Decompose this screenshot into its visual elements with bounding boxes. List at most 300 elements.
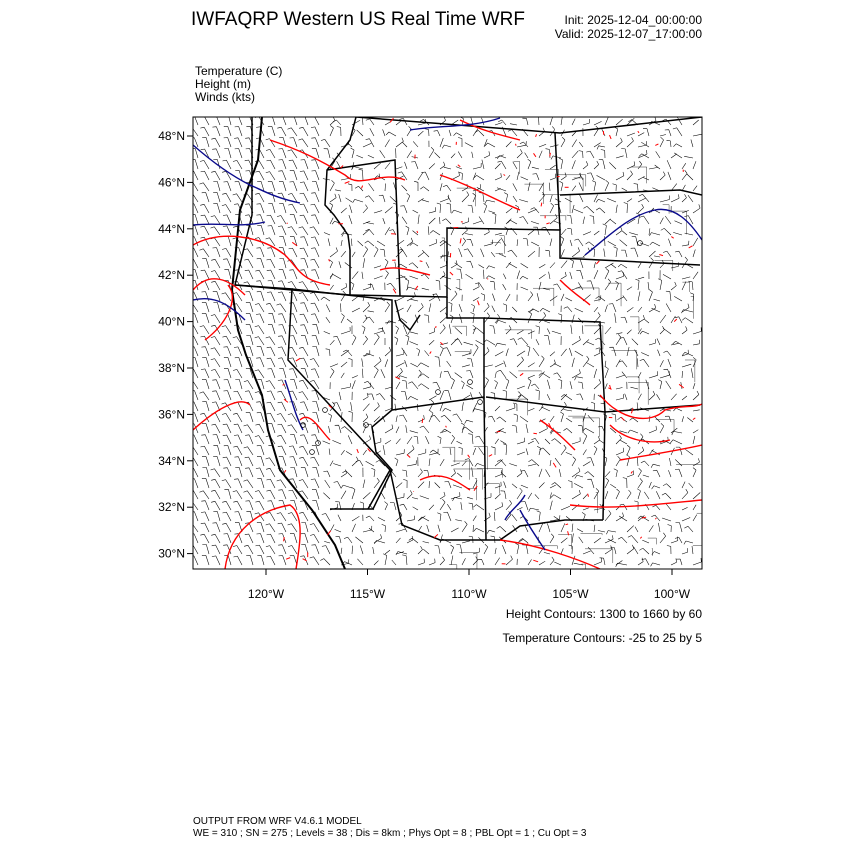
wind-barb: [310, 457, 319, 466]
wind-barb: [288, 204, 297, 213]
wind-barb: [579, 537, 583, 543]
county-line: [453, 461, 470, 480]
wind-barb: [506, 142, 511, 148]
wind-barb: [413, 141, 418, 147]
wind-barb: [547, 380, 550, 389]
wind-barb: [333, 336, 341, 345]
wind-barb: [634, 184, 638, 192]
wind-barb: [278, 523, 286, 532]
wind-barb: [675, 251, 682, 257]
wind-barb: [278, 545, 286, 554]
wind-barb: [561, 249, 564, 257]
wind-barb: [422, 200, 430, 202]
wind-barb: [451, 378, 455, 389]
wind-barb: [267, 479, 276, 488]
lake-outline: [395, 300, 420, 330]
wind-barb: [430, 231, 440, 236]
wind-barb: [682, 163, 686, 169]
wind-barb: [550, 145, 558, 147]
wind-barb: [213, 456, 220, 466]
wind-barb: [495, 164, 501, 170]
wind-barb: [278, 424, 287, 433]
wind-barb: [537, 511, 541, 521]
wind-barb: [312, 171, 320, 180]
wind-barb: [440, 403, 443, 411]
wind-barb: [429, 294, 434, 301]
wind-barb: [223, 347, 231, 356]
wind-barb: [279, 325, 287, 334]
wind-barb: [312, 446, 319, 456]
wind-barb: [357, 130, 363, 136]
temperature-fragment: [436, 326, 437, 328]
temperature-contour: [570, 500, 702, 507]
wind-barb: [479, 447, 484, 455]
wind-barb: [572, 437, 580, 444]
wind-barb: [366, 516, 374, 521]
wind-barb: [277, 513, 286, 521]
wind-barb: [663, 351, 671, 356]
wind-barb: [675, 537, 682, 543]
wind-barb: [693, 410, 700, 411]
wind-barb: [656, 151, 660, 158]
wind-barb: [290, 182, 298, 191]
wind-barb: [688, 195, 693, 202]
wind-barb: [222, 326, 231, 334]
wind-barb: [396, 538, 401, 543]
wind-barb: [513, 162, 517, 169]
wind-barb: [468, 434, 473, 444]
wind-barb: [594, 262, 596, 268]
wind-barb: [246, 292, 253, 301]
wind-barb: [561, 237, 564, 247]
wind-barb: [333, 464, 341, 467]
wind-barb: [566, 452, 572, 455]
wind-barb: [190, 347, 198, 356]
wind-barb: [363, 350, 370, 356]
wind-barb: [202, 544, 209, 554]
wind-barb: [335, 190, 341, 191]
wind-barb: [396, 368, 403, 378]
wind-barb: [521, 177, 528, 180]
wind-barb: [616, 172, 624, 180]
wind-barb: [385, 227, 390, 235]
county-line: [585, 549, 613, 563]
wind-barb: [594, 349, 600, 356]
wind-barb: [374, 276, 383, 279]
wind-barb: [550, 501, 552, 510]
wind-barb: [355, 537, 363, 543]
wind-barb: [495, 406, 500, 411]
temperature-fragment: [284, 470, 286, 472]
wind-barb: [473, 297, 479, 301]
wind-barb: [348, 184, 352, 191]
wind-barb: [311, 369, 319, 378]
wind-barb: [455, 327, 462, 334]
wind-barb: [341, 303, 342, 312]
wind-barb: [473, 328, 484, 334]
wind-barb: [531, 208, 539, 213]
wind-barb: [224, 236, 231, 246]
wind-barb: [368, 155, 374, 158]
wind-barb: [495, 173, 501, 180]
wind-barb: [211, 216, 220, 224]
temperature-fragment: [689, 246, 693, 248]
wind-barb: [671, 194, 679, 202]
height-contour: [285, 380, 303, 430]
wind-barb: [213, 511, 220, 521]
wind-barb: [451, 463, 460, 466]
wind-barb: [326, 305, 330, 313]
wind-barb: [495, 482, 501, 488]
wind-barb: [474, 175, 484, 180]
wind-barb: [351, 282, 354, 290]
wind-barb: [356, 155, 363, 158]
wind-barb: [598, 531, 605, 533]
wind-barb: [610, 484, 616, 488]
wind-barb: [622, 372, 627, 378]
wind-barb: [475, 436, 484, 444]
wind-barb: [594, 558, 602, 565]
county-line: [574, 178, 583, 191]
wind-barb: [652, 505, 660, 510]
wind-barb: [627, 137, 634, 147]
temperature-fragment: [610, 135, 612, 139]
wind-barb: [440, 557, 445, 565]
wind-barb: [362, 326, 365, 334]
temperature-fragment: [596, 261, 599, 264]
wind-barb: [545, 250, 550, 257]
wind-barb: [190, 556, 198, 565]
wind-barb: [289, 369, 297, 378]
wind-barb: [693, 272, 698, 279]
field-temperature: Temperature (C): [195, 64, 283, 78]
wind-barb: [594, 488, 599, 499]
wind-barb: [616, 563, 627, 567]
wind-barb: [693, 505, 696, 510]
wind-barb: [685, 233, 693, 235]
wind-barb: [676, 559, 682, 565]
wind-barb: [202, 556, 209, 566]
wind-barb: [201, 446, 210, 455]
wind-barb: [312, 149, 319, 159]
wind-barb: [512, 484, 517, 488]
wind-barb: [402, 217, 407, 224]
wind-barb: [442, 145, 451, 148]
wind-barb: [495, 343, 506, 347]
wind-barb: [638, 176, 645, 180]
wind-barb: [526, 448, 528, 455]
wind-barb: [267, 259, 276, 268]
wind-barb: [550, 117, 553, 125]
wind-barb: [341, 373, 344, 378]
wind-barb: [429, 163, 435, 169]
wind-barb: [443, 408, 451, 411]
wind-barb: [201, 215, 209, 224]
wind-barb: [235, 358, 242, 368]
wind-barb: [390, 503, 396, 510]
wind-barb: [300, 215, 308, 224]
wind-barb: [473, 221, 482, 224]
wind-barb: [425, 436, 429, 444]
wind-barb: [572, 369, 580, 378]
wind-barb: [561, 349, 567, 356]
wind-barb: [473, 525, 474, 532]
wind-barb: [649, 304, 656, 312]
wind-barb: [550, 352, 555, 356]
wind-barb: [550, 263, 555, 269]
wind-barb: [443, 185, 451, 191]
wind-barb: [224, 446, 231, 456]
station-circle: [638, 241, 643, 246]
wind-barb: [693, 493, 700, 500]
wind-barb: [468, 205, 473, 213]
wind-barb: [570, 259, 574, 268]
wind-barb: [403, 479, 407, 488]
wind-barb: [213, 203, 220, 213]
wind-barb: [693, 327, 701, 334]
wind-barb: [576, 271, 583, 280]
wind-barb: [539, 282, 541, 290]
wind-barb: [266, 337, 275, 345]
wind-barb: [561, 395, 572, 401]
wind-barb: [693, 250, 695, 258]
wind-barb: [583, 508, 589, 510]
wind-barb: [484, 139, 487, 147]
wind-barb: [363, 315, 367, 323]
wind-barb: [385, 359, 388, 367]
wind-barb: [352, 516, 359, 521]
wind-barb: [396, 439, 401, 444]
wind-barb: [693, 204, 700, 213]
wind-barb: [651, 515, 660, 521]
wind-barb: [290, 138, 297, 147]
wind-barb: [572, 119, 575, 125]
wind-barb: [544, 335, 550, 345]
wind-barb: [572, 524, 573, 532]
longitude-axis: [248, 569, 691, 601]
wind-barb: [520, 416, 528, 422]
wind-barb: [539, 561, 545, 565]
county-line: [656, 419, 674, 431]
wind-barb: [627, 133, 635, 136]
wind-barb: [587, 281, 594, 290]
wind-barb: [588, 547, 594, 554]
wind-barb: [521, 263, 528, 268]
temperature-fragment: [345, 182, 350, 184]
state-line: [292, 289, 392, 410]
wind-barb: [671, 154, 677, 158]
wind-barb: [334, 482, 341, 489]
wind-barb: [473, 505, 484, 510]
wind-barb: [457, 441, 463, 444]
wind-barb: [431, 415, 440, 422]
wind-barb: [682, 371, 683, 378]
state-line: [235, 117, 356, 295]
wind-barb: [554, 363, 561, 367]
wind-barb: [410, 299, 418, 301]
state-line: [350, 228, 700, 297]
wind-barb: [268, 226, 275, 235]
wind-barb: [550, 360, 556, 367]
wind-barb: [437, 203, 441, 213]
temperature-contour: [300, 417, 330, 440]
wind-barb: [190, 171, 198, 180]
wind-barb: [594, 295, 601, 301]
temperature-fragment: [357, 449, 359, 453]
wind-barb: [473, 345, 478, 356]
wind-barb: [528, 182, 530, 191]
wind-barb: [549, 272, 550, 279]
wind-barb: [627, 287, 632, 290]
wind-barb: [604, 249, 605, 257]
wind-barb: [395, 262, 396, 268]
wind-barb: [429, 328, 435, 334]
wind-barb: [266, 524, 275, 532]
wind-barb: [649, 228, 650, 235]
wind-barb: [471, 304, 474, 312]
wind-barb: [396, 240, 404, 246]
wind-barb: [583, 450, 587, 456]
wind-barb: [621, 250, 627, 257]
temperature-fragment: [674, 319, 677, 322]
wind-barb: [266, 458, 275, 466]
wind-barb: [495, 502, 503, 510]
wind-barb: [649, 117, 656, 125]
wind-barb: [245, 391, 253, 400]
wind-barb: [671, 558, 677, 565]
wind-barb: [597, 146, 605, 150]
wind-barb: [410, 276, 419, 279]
county-line: [676, 464, 702, 485]
wind-barb: [450, 448, 451, 455]
wind-barb: [517, 172, 519, 180]
wind-barb: [201, 171, 209, 180]
wind-barb: [682, 489, 688, 499]
wind-barb: [257, 457, 264, 467]
wind-barb: [466, 371, 473, 378]
wind-barb: [440, 313, 447, 323]
wind-barb: [374, 327, 383, 334]
wind-barb: [211, 534, 220, 543]
wind-barb: [200, 534, 209, 543]
wind-barb: [300, 248, 308, 257]
wind-barb: [412, 498, 418, 500]
temperature-fragment: [655, 144, 658, 145]
temperature-fragment: [520, 373, 523, 375]
wind-barb: [506, 404, 515, 411]
temperature-fragment: [659, 255, 663, 256]
wind-barb: [267, 391, 275, 400]
wind-barb: [299, 512, 308, 521]
wind-barb: [544, 321, 550, 323]
wind-barb: [301, 522, 308, 532]
temperature-fragment: [497, 431, 501, 432]
wind-barb: [323, 493, 330, 499]
wind-barb: [671, 316, 675, 323]
wind-barb: [525, 153, 528, 158]
wind-barb: [691, 140, 693, 148]
wind-barb: [200, 116, 209, 125]
wind-barb: [540, 308, 550, 312]
wind-barb: [451, 172, 460, 180]
wind-barb: [682, 282, 686, 291]
wind-barb: [515, 543, 519, 554]
state-line: [484, 318, 700, 412]
wind-barb: [288, 425, 297, 433]
wind-barb: [533, 348, 539, 356]
wind-barb: [672, 431, 682, 435]
wind-barb: [536, 326, 540, 334]
wind-barb: [568, 481, 572, 488]
wind-barb: [513, 196, 517, 202]
wind-barb: [224, 369, 231, 379]
wind-barb: [663, 274, 671, 279]
wind-barb: [300, 237, 308, 246]
wind-barb: [222, 523, 231, 532]
wind-barb: [561, 445, 566, 455]
wind-barb: [610, 219, 616, 224]
wind-barb: [570, 272, 572, 279]
wind-barb: [418, 131, 423, 136]
wind-barb: [396, 276, 405, 279]
wind-barb: [202, 314, 209, 324]
wind-barb: [267, 413, 276, 422]
wind-barb: [484, 270, 485, 279]
wind-barb: [517, 488, 522, 499]
wind-barb: [495, 363, 503, 367]
temperature-fragment: [420, 261, 423, 262]
wind-barb: [405, 162, 408, 169]
wind-barb: [561, 548, 563, 554]
wind-barb: [366, 119, 374, 125]
wind-barb: [627, 118, 634, 125]
wind-barb: [211, 348, 220, 356]
wind-barb: [561, 229, 566, 235]
wind-barb: [655, 165, 660, 169]
wind-barb: [583, 413, 586, 422]
wind-barb: [519, 217, 528, 225]
wind-barb: [444, 371, 451, 378]
wind-barb: [267, 160, 276, 169]
wind-barb: [212, 523, 220, 532]
wind-barb: [299, 380, 308, 389]
wind-barb: [484, 240, 493, 246]
wind-barb: [200, 160, 209, 169]
wind-barb: [616, 119, 623, 125]
wind-barb: [407, 332, 418, 336]
wind-barb: [465, 143, 473, 147]
wind-barb: [341, 208, 347, 213]
wind-barb: [447, 203, 451, 213]
wind-barb: [601, 150, 605, 159]
wind-barb: [682, 194, 687, 202]
wind-barb: [235, 512, 243, 521]
wind-barb: [396, 427, 399, 433]
wind-barb: [649, 482, 651, 488]
temperature-fragment: [478, 301, 480, 306]
wind-barb: [349, 411, 353, 422]
wind-barb: [484, 303, 489, 312]
wind-barb: [528, 464, 536, 466]
wind-barb: [405, 360, 407, 367]
wind-barb: [627, 161, 635, 169]
wind-barb: [244, 480, 254, 488]
wind-barb: [407, 305, 411, 312]
wind-barb: [374, 541, 385, 544]
wind-barb: [246, 303, 253, 313]
wind-barb: [201, 347, 209, 356]
wind-barb: [495, 494, 501, 499]
